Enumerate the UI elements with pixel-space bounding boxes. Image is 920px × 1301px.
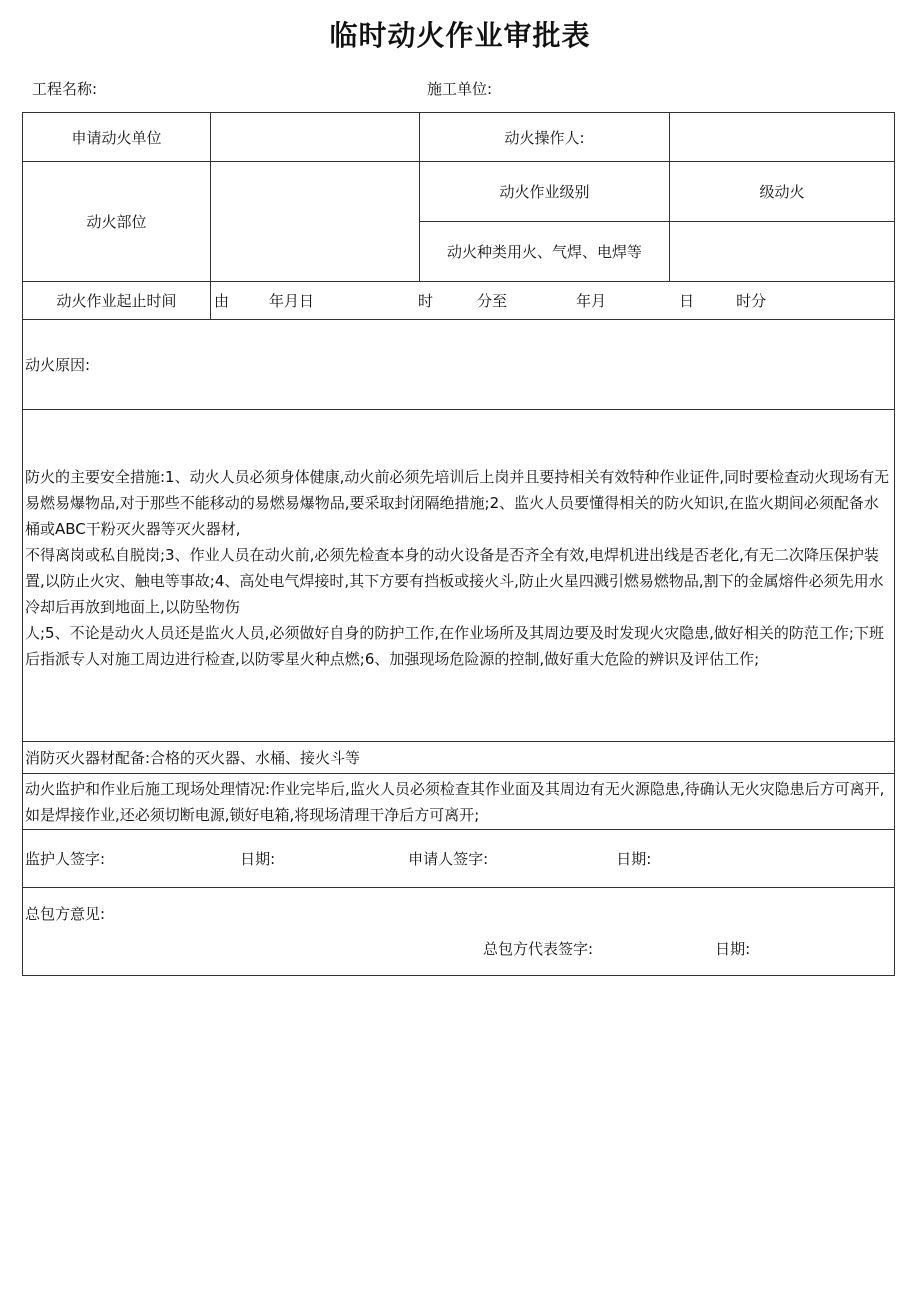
date-label-gc: 日期: [715, 939, 751, 958]
gc-rep-sign-label: 总包方代表签字: [483, 939, 594, 958]
apply-unit-field[interactable] [211, 113, 420, 162]
level-field[interactable] [670, 162, 895, 222]
safety-measures-paragraph-3: 人;5、不论是动火人员还是监火人员,必须做好自身的防护工作,在作业场所及其周边要及时发现火灾隐患,做好相关的防范工作;下班后指派专人对施工周边进行检查,以防零星火种点燃;6、加强现场危险源的控制,做好重大危险的辨识及评估工作; [25, 623, 884, 668]
level-label: 动火作业级别 [499, 183, 590, 201]
safety-measures-cell [23, 410, 895, 742]
time-start-minute-to: 分至 [477, 292, 508, 310]
approval-form-table [22, 112, 895, 976]
time-start-date: 年月日 [269, 292, 315, 310]
time-end-year-month: 年月 [576, 292, 607, 310]
operator-label-cell [420, 113, 670, 162]
operator-label: 动火操作人: [504, 128, 585, 147]
supervision-cell [23, 774, 895, 830]
date-label-guardian: 日期: [240, 850, 276, 868]
time-from: 由 [214, 292, 230, 310]
equipment-text: 消防灭火器材配备:合格的灭火器、水桶、接火斗等 [25, 748, 361, 767]
time-field[interactable] [211, 282, 895, 320]
apply-unit-label: 申请动火单位 [71, 128, 162, 147]
safety-measures-paragraph-1: 防火的主要安全措施:1、动火人员必须身体健康,动火前必须先培训后上岗并且要持相关有效特种作业证件,同时要检查动火现场有无易燃易爆物品,对于那些不能移动的易燃易爆物品,要采取封闭隔绝措施;2、监火人员要懂得相关的防火知识,在监火期间必须配备水桶或ABC干粉灭火器等灭火器材, [25, 467, 890, 538]
supervision-text: 动火监护和作业后施工现场处理情况:作业完毕后,监火人员必须检查其作业面及其周边有无火源隐患,待确认无火灾隐患后方可离开,如是焊接作业,还必须切断电源,锁好电箱,将现场清理干净后方可离开; [25, 779, 885, 824]
signature-row [23, 830, 895, 888]
equipment-cell [23, 742, 895, 774]
project-name-label: 工程名称: [32, 80, 98, 98]
type-label-cell [420, 222, 670, 282]
gc-opinion-label: 总包方意见: [25, 904, 106, 923]
applicant-sign-label: 申请人签字: [408, 850, 489, 868]
page-title: 临时动火作业审批表 [329, 19, 591, 52]
level-value: 级动火 [759, 183, 805, 201]
time-end-day: 日 [679, 292, 695, 310]
guardian-sign-label: 监护人签字: [25, 850, 106, 868]
time-end-hour-minute: 时分 [736, 292, 767, 310]
location-label-cell [23, 162, 211, 282]
reason-cell[interactable] [23, 320, 895, 410]
date-label-applicant: 日期: [616, 850, 652, 868]
gc-opinion-cell[interactable] [23, 888, 895, 976]
construction-unit-label: 施工单位: [427, 80, 493, 98]
type-field[interactable] [670, 222, 895, 282]
location-label: 动火部位 [86, 213, 147, 231]
reason-label: 动火原因: [25, 356, 91, 374]
operator-field[interactable] [670, 113, 895, 162]
time-label: 动火作业起止时间 [56, 292, 177, 310]
safety-measures-paragraph-2: 不得离岗或私自脱岗;3、作业人员在动火前,必须先检查本身的动火设备是否齐全有效,电焊机进出线是否老化,有无二次降压保护装置,以防止火灾、触电等事故;4、高处电气焊接时,其下方要有挡板或接火斗,防止火星四溅引燃易燃物品,割下的金属熔件必须先用水冷却后再放到地面上,以防坠物伤 [25, 545, 884, 616]
type-label: 动火种类用火、气焊、电焊等 [446, 243, 642, 261]
location-field[interactable] [211, 162, 420, 282]
time-label-cell [23, 282, 211, 320]
time-start-hour: 时 [418, 292, 434, 310]
level-label-cell [420, 162, 670, 222]
apply-unit-label-cell [23, 113, 211, 162]
